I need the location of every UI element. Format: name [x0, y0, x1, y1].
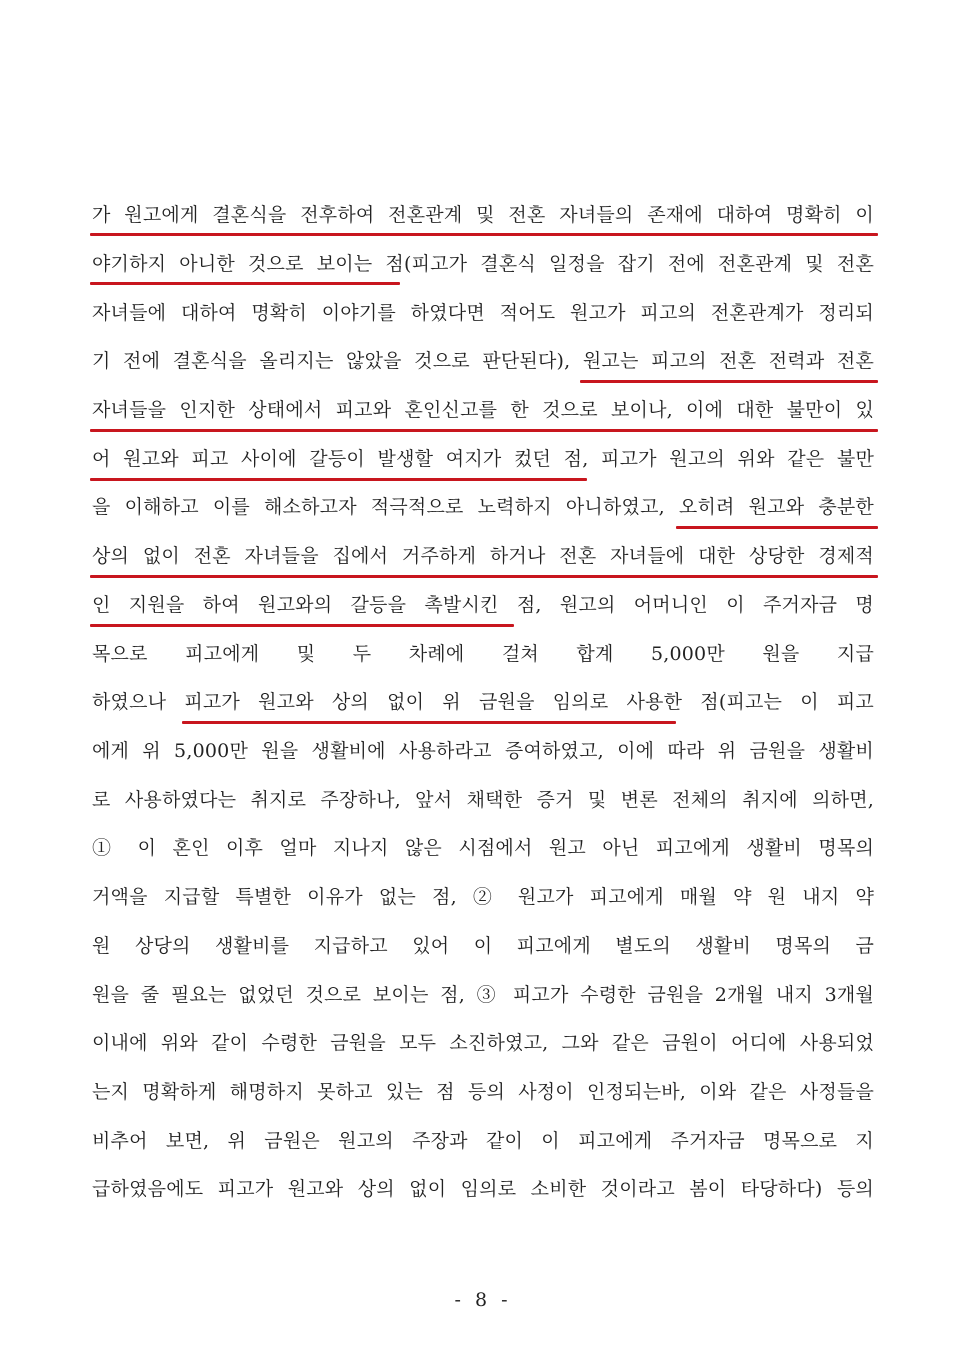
red-underline [90, 624, 514, 627]
red-underline [90, 233, 878, 236]
text-line: 목으로 피고에게 및 두 차례에 걸쳐 합계 5,000만 원을 지급 [92, 643, 874, 665]
page-number: - 8 - [454, 1289, 512, 1311]
text-line: 하였으나 피고가 원고와 상의 없이 위 금원을 임의로 사용한 점(피고는 이 피고 [92, 691, 874, 713]
text-line: 자녀들을 인지한 상태에서 피고와 혼인신고를 한 것으로 보이나, 이에 대한 불만이 있 [92, 399, 874, 421]
red-underline [676, 526, 878, 529]
red-underline [580, 380, 878, 383]
text-line: 원 상당의 생활비를 지급하고 있어 이 피고에게 별도의 생활비 명목의 금 [92, 935, 874, 957]
text-line: 급하였음에도 피고가 원고와 상의 없이 임의로 소비한 것이라고 봄이 타당하다) 등의 [92, 1178, 874, 1200]
text-line: 는지 명확하게 해명하지 못하고 있는 점 등의 사정이 인정되는바, 이와 같은 사정들을 [92, 1081, 874, 1103]
text-line: 야기하지 아니한 것으로 보이는 점(피고가 결혼식 일정을 잡기 전에 전혼관계 및 전혼 [92, 253, 874, 275]
text-line: 원을 줄 필요는 없었던 것으로 보이는 점, ③ 피고가 수령한 금원을 2개월 내지 3개월 [92, 984, 874, 1006]
text-line: 거액을 지급할 특별한 이유가 없는 점, ② 원고가 피고에게 매월 약 원 내지 약 [92, 886, 874, 908]
text-line: 가 원고에게 결혼식을 전후하여 전혼관계 및 전혼 자녀들의 존재에 대하여 명확히 이 [92, 204, 874, 226]
text-line: 상의 없이 전혼 자녀들을 집에서 거주하게 하거나 전혼 자녀들에 대한 상당한 경제적 [92, 545, 874, 567]
red-underline [90, 282, 400, 285]
text-line: 자녀들에 대하여 명확히 이야기를 하였다면 적어도 원고가 피고의 전혼관계가 정리되 [92, 302, 874, 324]
text-line: 어 원고와 피고 사이에 갈등이 발생할 여지가 컸던 점, 피고가 원고의 위와 같은 불만 [92, 448, 874, 470]
text-line: 기 전에 결혼식을 올리지는 않았을 것으로 판단된다), 원고는 피고의 전혼 전력과 전혼 [92, 350, 874, 372]
text-line: 인 지원을 하여 원고와의 갈등을 촉발시킨 점, 원고의 어머니인 이 주거자금 명 [92, 594, 874, 616]
text-line: 이내에 위와 같이 수령한 금원을 모두 소진하였고, 그와 같은 금원이 어디에 사용되었 [92, 1032, 874, 1054]
text-line: 을 이해하고 이를 해소하고자 적극적으로 노력하지 아니하였고, 오히려 원고와 충분한 [92, 496, 874, 518]
text-line: 비추어 보면, 위 금원은 원고의 주장과 같이 이 피고에게 주거자금 명목으로 지 [92, 1130, 874, 1152]
red-underline [90, 429, 878, 432]
red-underline [182, 721, 676, 724]
red-underline [90, 575, 878, 578]
text-line: 에게 위 5,000만 원을 생활비에 사용하라고 증여하였고, 이에 따라 위 금원을 생활비 [92, 740, 874, 762]
text-line: 로 사용하였다는 취지로 주장하나, 앞서 채택한 증거 및 변론 전체의 취지에 의하면, [92, 789, 874, 811]
text-line: ① 이 혼인 이후 얼마 지나지 않은 시점에서 원고 아닌 피고에게 생활비 명목의 [92, 837, 874, 859]
red-underline [90, 478, 587, 481]
